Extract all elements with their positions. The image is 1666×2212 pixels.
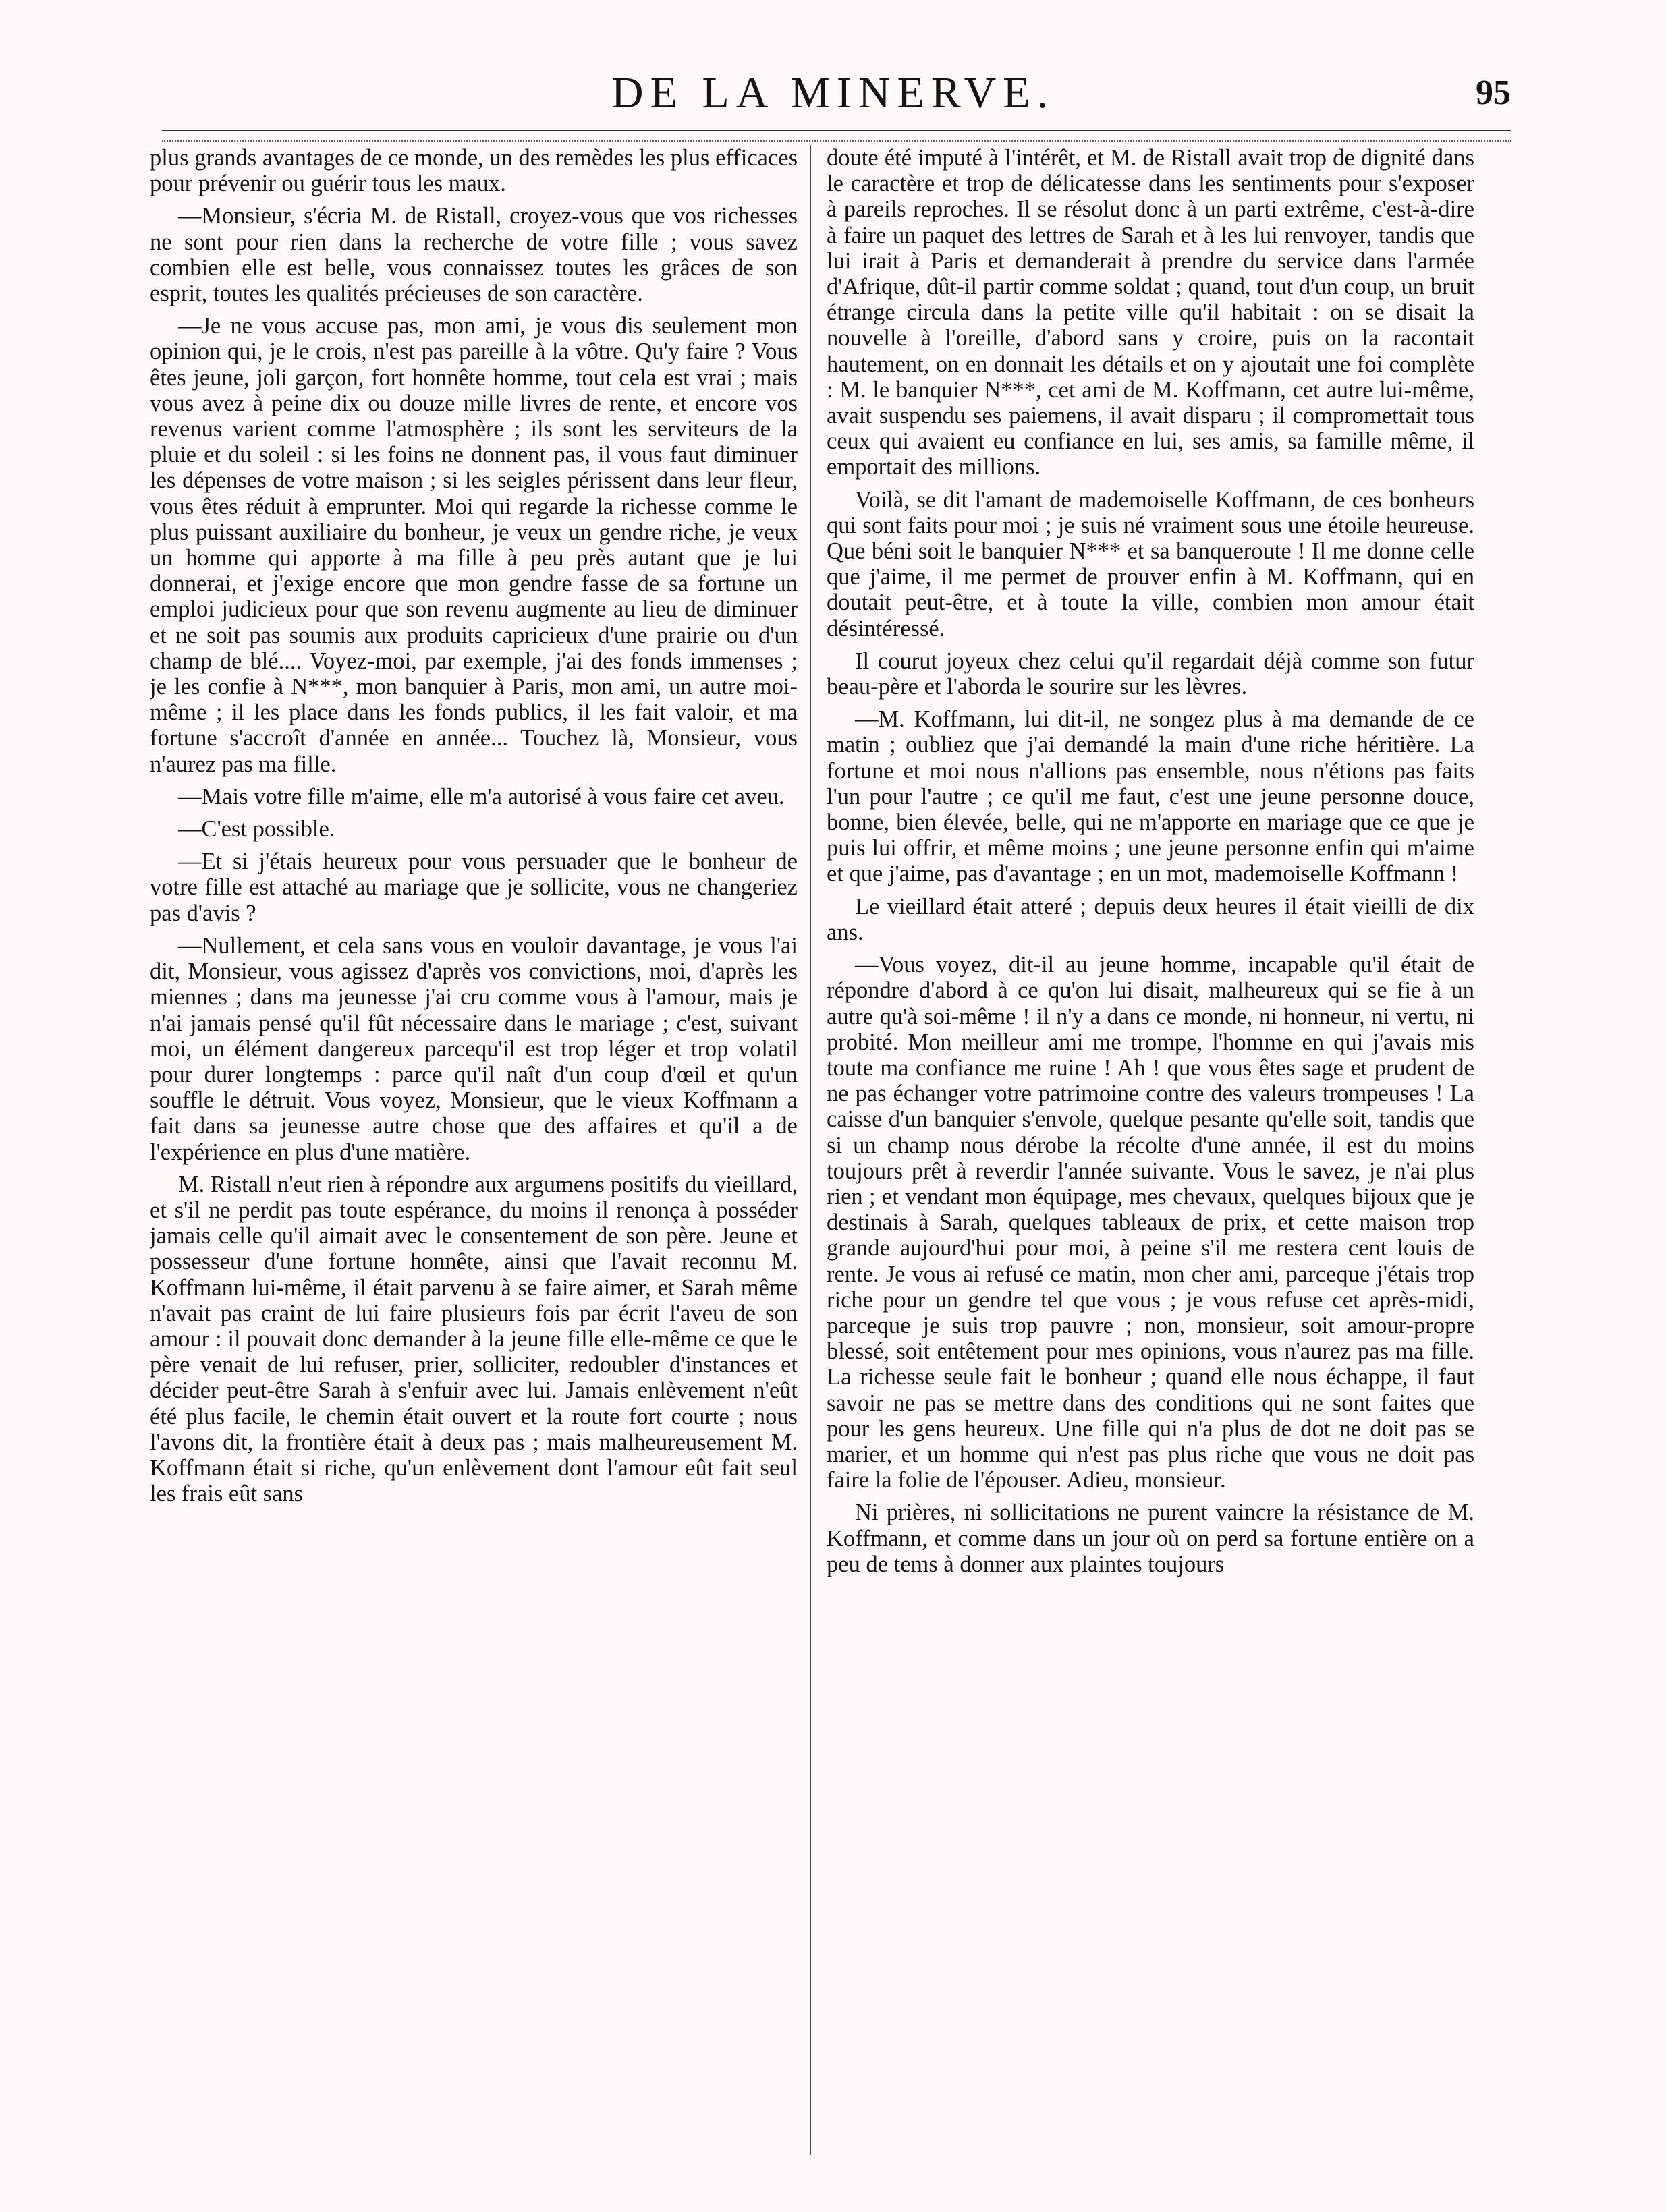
column-divider xyxy=(810,145,811,2155)
paragraph: Voilà, se dit l'amant de mademoiselle Koffmann, de ces bonheurs qui sont faits pour moi ; je suis né vraiment sous une étoile heureuse. Que béni soit le banquier N*** et sa banqueroute ! Il me donne celle que j'aime, il me permet de prouver enfin à M. Koffmann, qui en doutait peut-être, et à toute la ville, combien mon amour était désintéressé. xyxy=(827,486,1474,642)
header-rule xyxy=(162,130,1511,142)
paragraph: doute été imputé à l'intérêt, et M. de Ristall avait trop de dignité dans le caractère et trop de délicatesse dans les sentiments pour s'exposer à pareils reproches. Il se résolut donc à un parti extrême, c'est-à-dire à faire un paquet des lettres de Sarah et à les lui renvoyer, tandis que lui irait à Paris et demanderait à prendre du service dans l'armée d'Afrique, dût-il partir comme soldat ; quand, tout d'un coup, un bruit étrange circula dans la petite ville qu'il habitait : on se disait la nouvelle à l'oreille, d'abord sans y croire, puis on la racontait hautement, on en donnait les détails et on y ajoutait une foi complète : M. le banquier N***, cet ami de M. Koffmann, cet autre lui-même, avait suspendu ses paiemens, il avait disparu ; il compromettait tous ceux qui avaient eu confiance en lui, ses amis, sa famille même, il emportait des millions. xyxy=(827,145,1474,480)
paragraph: Il courut joyeux chez celui qu'il regardait déjà comme son futur beau-père et l'aborda le sourire sur les lèvres. xyxy=(827,648,1474,700)
running-title: DE LA MINERVE. xyxy=(611,68,1055,117)
page-number: 95 xyxy=(1476,74,1511,112)
left-column xyxy=(150,145,798,2152)
paragraph: —Je ne vous accuse pas, mon ami, je vous dis seulement mon opinion qui, je le crois, n'est pas pareille à la vôtre. Qu'y faire ? Vous êtes jeune, joli garçon, fort honnête homme, tout cela est vrai ; mais vous avez à peine dix ou douze mille livres de rente, et encore vos revenus varient comme l'atmosphère ; ils sont les serviteurs de la pluie et du soleil : si les foins ne donnent pas, il vous faut diminuer les dépenses de votre maison ; si les seigles périssent dans leur fleur, vous êtes réduit à emprunter. Moi qui regarde la richesse comme le plus puissant auxiliaire du bonheur, je veux un gendre riche, je veux un homme qui apporte à ma fille à peu près autant que je lui donnerai, et j'exige encore que mon gendre fasse de sa fortune un emploi judicieux pour que son revenu augmente au lieu de diminuer et ne soit pas soumis aux produits capricieux d'une prairie ou d'un champ de blé.... Voyez-moi, par exemple, j'ai des fonds immenses ; je les confie à N***, mon banquier à Paris, mon ami, un autre moi-même ; il les place dans les fonds publics, il les fait valoir, et ma fortune s'accroît d'année en année... Touchez là, Monsieur, vous n'aurez pas ma fille. xyxy=(150,313,798,777)
page-header xyxy=(0,67,1666,121)
paragraph: —Vous voyez, dit-il au jeune homme, incapable qu'il était de répondre d'abord à ce qu'on lui disait, malheureux qui se fie à un autre qu'à soi-même ! il n'y a dans ce monde, ni honneur, ni vertu, ni probité. Mon meilleur ami me trompe, l'homme en qui j'avais mis toute ma confiance me ruine ! Ah ! que vous êtes sage et prudent de ne pas échanger votre patrimoine contre des valeurs trompeuses ! La caisse d'un banquier s'envole, quelque pesante qu'elle soit, tandis que si un champ nous dérobe la récolte d'une année, il est du moins toujours prêt à reverdir l'année suivante. Vous le savez, je n'ai plus rien ; et vendant mon équipage, mes chevaux, quelques bijoux que je destinais à Sarah, quelques tableaux de prix, et cette maison trop grande aujourd'hui pour moi, à peine s'il me restera cent louis de rente. Je vous ai refusé ce matin, mon cher ami, parceque j'étais trop riche pour un gendre tel que vous ; je vous refuse cet après-midi, parceque je suis trop pauvre ; non, monsieur, soit amour-propre blessé, soit entêtement pour mes opinions, vous n'aurez pas ma fille. La richesse seule fait le bonheur ; quand elle nous échappe, il faut savoir ne pas se mettre dans des conditions qui ne sont faites que pour les gens heureux. Une fille qui n'a plus de dot ne doit pas se marier, et un homme qui n'est pas plus riche que vous ne doit pas faire la folie de l'épouser. Adieu, monsieur. xyxy=(827,952,1474,1494)
paragraph: —M. Koffmann, lui dit-il, ne songez plus à ma demande de ce matin ; oubliez que j'ai demandé la main d'une riche héritière. La fortune et moi nous n'allions pas ensemble, nous n'étions pas faits l'un pour l'autre ; ce qu'il me faut, c'est une jeune personne douce, bonne, bien élevée, belle, qui ne m'apporte en mariage que ce que je puis lui offrir, et même moins ; une jeune personne enfin qui m'aime et que j'aime, pas d'avantage ; en un mot, mademoiselle Koffmann ! xyxy=(827,706,1474,887)
paragraph: Ni prières, ni sollicitations ne purent vaincre la résistance de M. Koffmann, et comme dans un jour où on perd sa fortune entière on a peu de tems à donner aux plaintes toujours xyxy=(827,1500,1474,1577)
paragraph: —Monsieur, s'écria M. de Ristall, croyez-vous que vos richesses ne sont pour rien dans la recherche de votre fille ; vous savez combien elle est belle, vous connaissez toutes les grâces de son esprit, toutes les qualités précieuses de son caractère. xyxy=(150,203,798,307)
paragraph: —Et si j'étais heureux pour vous persuader que le bonheur de votre fille est attaché au mariage que je sollicite, vous ne changeriez pas d'avis ? xyxy=(150,849,798,926)
paragraph: —C'est possible. xyxy=(178,816,335,843)
paragraph: Le vieillard était atteré ; depuis deux heures il était vieilli de dix ans. xyxy=(827,893,1474,945)
right-column xyxy=(827,145,1474,2152)
paragraph: —Nullement, et cela sans vous en vouloir davantage, je vous l'ai dit, Monsieur, vous agissez d'après vos convictions, moi, d'après les miennes ; dans ma jeunesse j'ai cru comme vous à l'amour, mais je n'ai jamais pensé qu'il fût nécessaire dans le mariage ; c'est, suivant moi, un élément dangereux parcequ'il est trop léger et trop volatil pour durer longtemps : parce qu'il naît d'un coup d'œil et qu'un souffle le détruit. Vous voyez, Monsieur, que le vieux Koffmann a fait dans sa jeunesse autre chose que des affaires et qu'il a de l'expérience en plus d'une matière. xyxy=(150,932,798,1165)
paragraph: M. Ristall n'eut rien à répondre aux argumens positifs du vieillard, et s'il ne perdit pas toute espérance, du moins il renonça à posséder jamais celle qu'il aimait avec le consentement de son père. Jeune et possesseur d'une fortune honnête, ainsi que l'avait reconnu M. Koffmann lui-même, il était parvenu à se faire aimer, et Sarah même n'avait pas craint de lui faire plusieurs fois par écrit l'aveu de son amour : il pouvait donc demander à la jeune fille elle-même ce que le père venait de lui refuser, prier, solliciter, redoubler d'instances et décider peut-être Sarah à s'enfuir avec lui. Jamais enlèvement n'eût été plus facile, le chemin était ouvert et la route fort courte ; nous l'avons dit, la frontière était à deux pas ; mais malheureusement M. Koffmann était si riche, qu'un enlèvement dont l'amour eût fait seul les frais eût sans xyxy=(150,1171,798,1507)
paragraph: —Mais votre fille m'aime, elle m'a autorisé à vous faire cet aveu. xyxy=(178,783,785,810)
paragraph: plus grands avantages de ce monde, un des remèdes les plus efficaces pour prévenir ou guérir tous les maux. xyxy=(150,145,798,197)
